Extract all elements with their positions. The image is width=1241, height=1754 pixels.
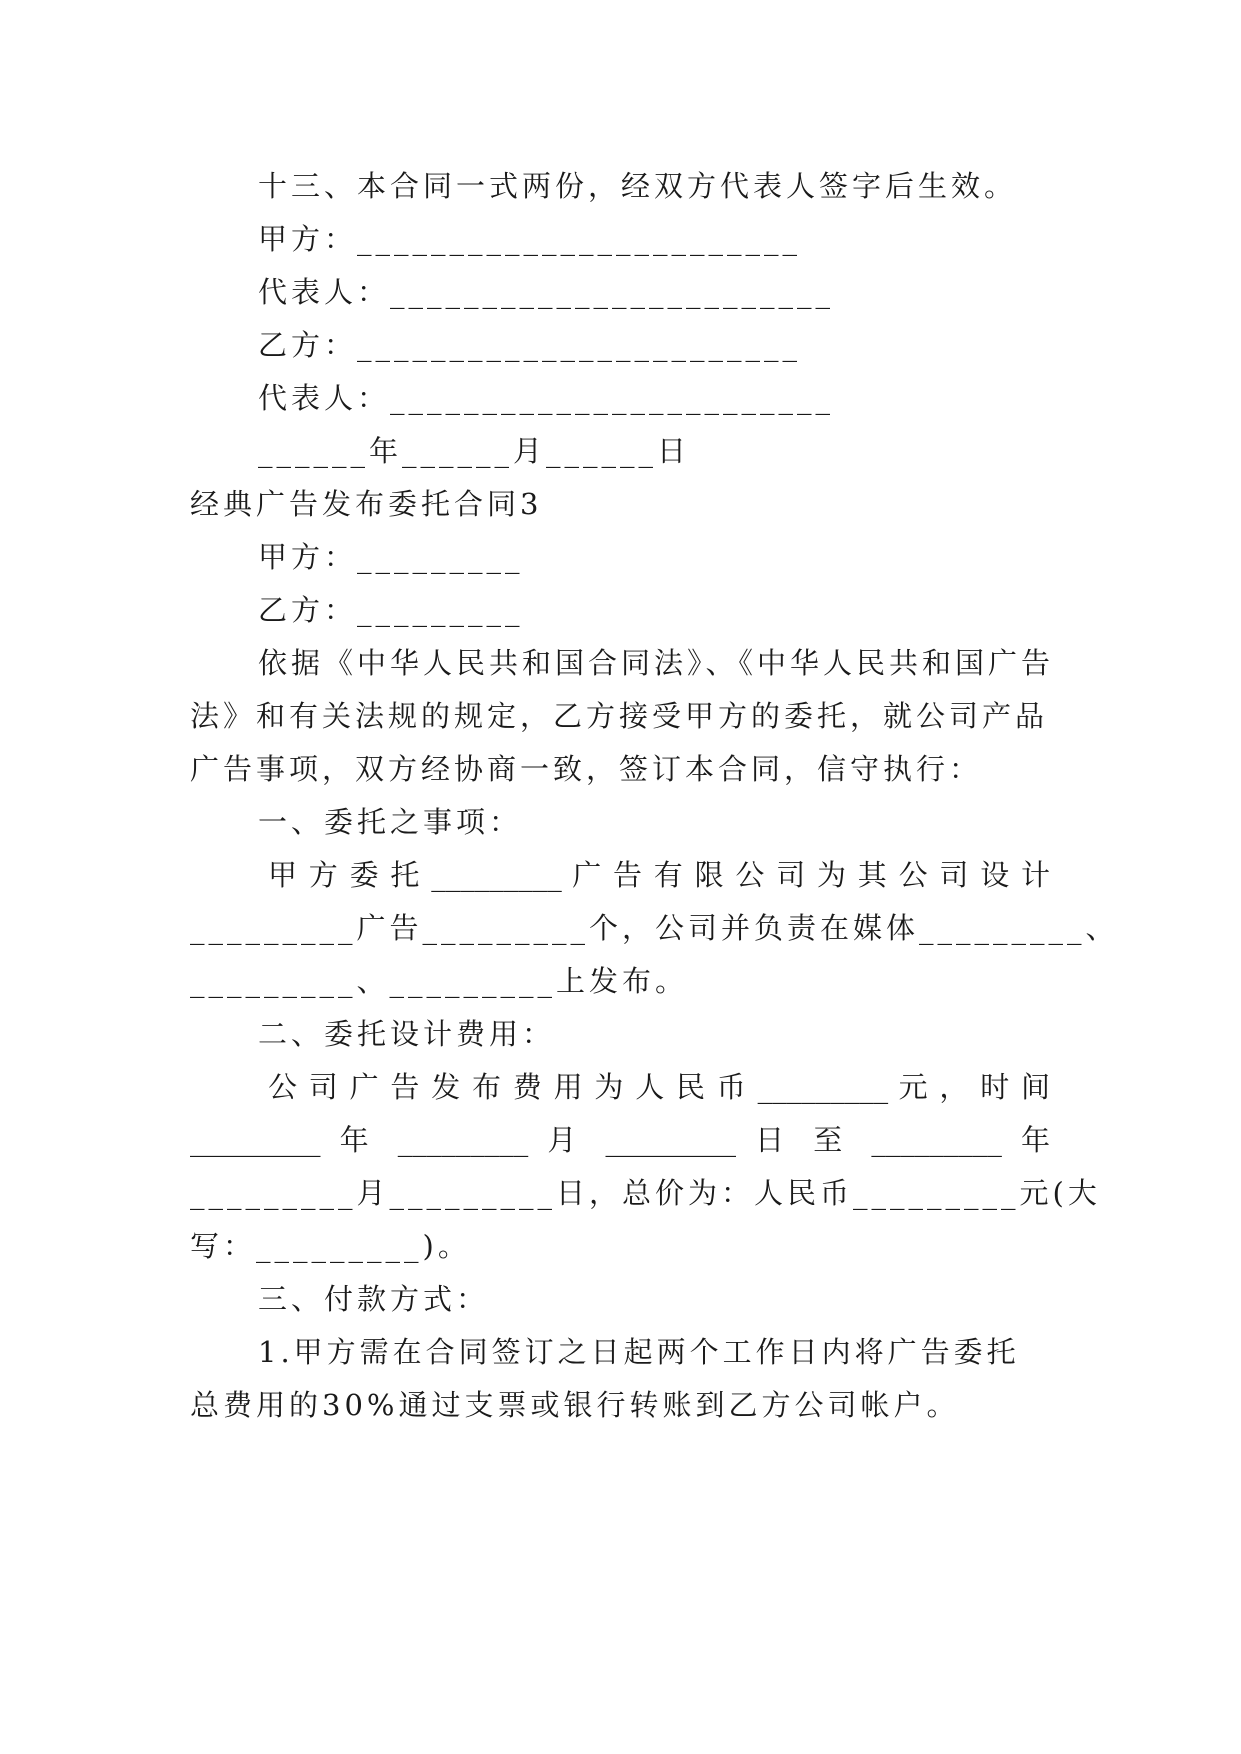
party-b-signature-line: 乙方：________________________ <box>258 328 802 362</box>
date-line: ______年______月______日 <box>258 434 691 468</box>
party-a-line: 甲方：_________ <box>258 540 524 574</box>
clause-13: 十三、本合同一式两份，经双方代表人签字后生效。 <box>258 169 1018 203</box>
party-b-representative-line: 代表人：________________________ <box>258 381 835 415</box>
party-a-signature-line: 甲方：________________________ <box>258 222 802 256</box>
preamble-line-1: 依据《中华人民共和国合同法》、《中华人民共和国广告 <box>258 646 1055 680</box>
preamble-line-3: 广告事项，双方经协商一致，签订本合同，信守执行： <box>190 752 983 786</box>
section-1-heading: 一、委托之事项： <box>258 805 523 839</box>
section-2-line-1: 公 司 广 告 发 布 费 用 为 人 民 币 _________ 元 ， 时 间 <box>268 1070 1050 1104</box>
preamble-line-2: 法》和有关法规的规定，乙方接受甲方的委托，就公司产品 <box>190 699 1049 733</box>
section-3-item-1-line-1: 1.甲方需在合同签订之日起两个工作日内将广告委托 <box>258 1335 1020 1369</box>
section-2-line-3: _________月_________日，总价为：人民币_________元(大 <box>190 1176 1101 1210</box>
section-3-item-1-line-2: 总费用的30%通过支票或银行转账到乙方公司帐户。 <box>190 1388 960 1422</box>
party-b-line: 乙方：_________ <box>258 593 524 627</box>
section-2-heading: 二、委托设计费用： <box>258 1017 556 1051</box>
section-1-line-2: _________广告_________个，公司并负责在媒体_________、 <box>190 911 1119 945</box>
section-1-line-1: 甲 方 委 托 _________ 广 告 有 限 公 司 为 其 公 司 设 计 <box>268 858 1050 892</box>
section-2-line-2: _________ 年 _________ 月 _________ 日 至 _________ 年 <box>190 1123 1050 1157</box>
section-2-line-4: 写：_________)。 <box>190 1229 471 1263</box>
section-3-heading: 三、付款方式： <box>258 1282 490 1316</box>
party-a-representative-line: 代表人：________________________ <box>258 275 835 309</box>
contract-title: 经典广告发布委托合同3 <box>190 487 543 521</box>
section-1-line-3: _________、_________上发布。 <box>190 964 689 998</box>
